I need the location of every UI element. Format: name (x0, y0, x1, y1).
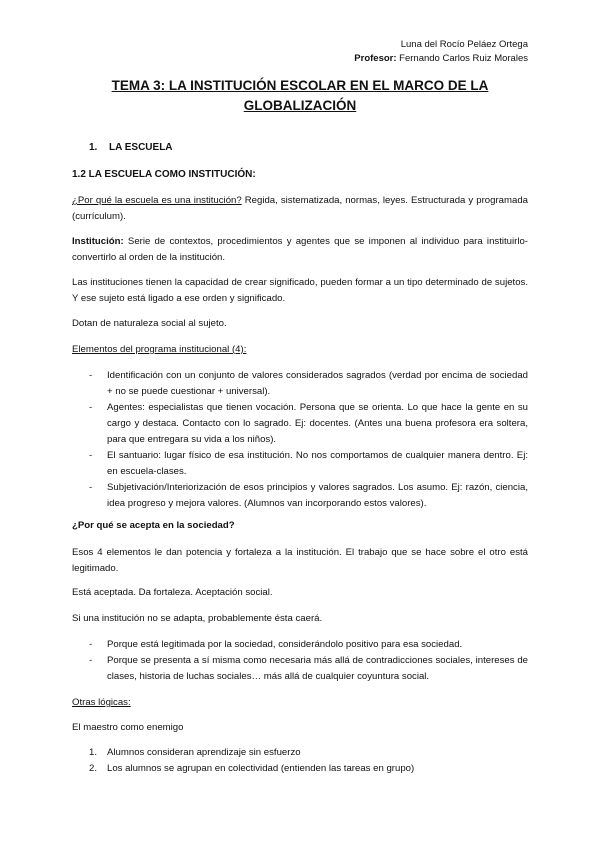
professor-line (354, 52, 528, 66)
author-name: Luna del Rocío Peláez Ortega (400, 39, 528, 50)
otras-heading (72, 695, 528, 711)
aceptada-text: Está aceptada. Da fortaleza. Aceptación social. (72, 587, 273, 598)
logicas-list (72, 745, 528, 777)
item-number: 2. (89, 763, 98, 774)
q1-answer: Regida, sistematizada, normas, leyes. Estructurada y programada (currículum). (72, 195, 528, 222)
razones-list (72, 637, 528, 685)
noadapta-text: Si una institución no se adapta, probablemente ésta caerá. (72, 613, 323, 624)
professor-name: Fernando Carlos Ruiz Morales (399, 53, 528, 64)
elementos-heading (72, 342, 528, 358)
list-item: - Subjetivación/Interiorización de esos principios y valores sagrados. Los asumo. Ej: razón, ciencia, idea progreso y mejora valores. (Alumnos van incorporando estos valores). (72, 480, 528, 512)
q1-question: ¿Por qué la escuela es una institución? (72, 195, 242, 206)
item-number: 1. (89, 747, 98, 758)
list-item (72, 745, 528, 761)
dotan-text: Dotan de naturaleza social al sujeto. (72, 318, 227, 329)
q2-heading (72, 518, 528, 534)
section-heading-1 (72, 140, 528, 156)
document-title (72, 76, 528, 116)
paragraph-institucion (72, 234, 528, 266)
page-header (354, 38, 528, 66)
section-label: LA ESCUELA (109, 142, 173, 153)
instituciones-text: Las instituciones tienen la capacidad de crear significado, pueden formar a un tipo determinado de sujetos. Y ese sujeto está ligado a ese orden y significado. (72, 277, 528, 304)
paragraph-noadapta (72, 611, 528, 627)
professor-label: Profesor: (354, 53, 397, 64)
institucion-label: Institución: (72, 236, 124, 247)
esos4-text: Esos 4 elementos le dan potencia y fortaleza a la institución. El trabajo que se hace sobre el otro está legitimado. (72, 547, 528, 574)
title-line-1: TEMA 3: LA INSTITUCIÓN ESCOLAR EN EL MARCO DE LA (111, 78, 489, 93)
list-item: - El santuario: lugar físico de esa institución. No nos comportamos de cualquier manera dentro. Ej: en escuela-clases. (72, 448, 528, 480)
paragraph-instituciones (72, 275, 528, 307)
list-item: - Agentes: especialistas que tienen vocación. Persona que se orienta. Lo que hace la gente en su cargo y destaca. Contacto con lo sagrado. Ej: docentes. (Antes una buena profesora era soltera, para que entregara su vida a los niños). (72, 400, 528, 448)
elementos-heading-text: Elementos del programa institucional (4): (72, 344, 247, 355)
section-number: 1. (89, 142, 98, 153)
list-item (72, 761, 528, 777)
list-item: - Porque se presenta a sí misma como necesaria más allá de contradicciones sociales, intereses de clases, historia de luchas sociales… más allá de cualquier coyuntura social. (72, 653, 528, 685)
otras-heading-text: Otras lógicas: (72, 697, 131, 708)
paragraph-dotan (72, 316, 528, 332)
list-item: - Porque está legitimada por la sociedad, considerándolo positivo para esa sociedad. (72, 637, 528, 653)
item-text: Los alumnos se agrupan en colectividad (entienden las tareas en grupo) (107, 763, 415, 774)
institucion-text: Serie de contextos, procedimientos y agentes que se imponen al individuo para instituirlo-convertirlo al orden de la institución. (72, 236, 528, 263)
paragraph-q1 (72, 193, 528, 225)
item-text: Alumnos consideran aprendizaje sin esfuerzo (107, 747, 301, 758)
maestro-text: El maestro como enemigo (72, 722, 184, 733)
paragraph-aceptada (72, 585, 528, 601)
paragraph-maestro (72, 720, 528, 736)
q2-heading-text: ¿Por qué se acepta en la sociedad? (72, 520, 235, 531)
title-line-2: GLOBALIZACIÓN (243, 98, 357, 113)
section-heading-1-2: 1.2 LA ESCUELA COMO INSTITUCIÓN: (72, 169, 256, 180)
paragraph-esos4 (72, 545, 528, 577)
list-item: - Identificación con un conjunto de valores considerados sagrados (verdad por encima de sociedad + no se puede cuestionar + universal). (72, 368, 528, 400)
elementos-list (72, 368, 528, 512)
